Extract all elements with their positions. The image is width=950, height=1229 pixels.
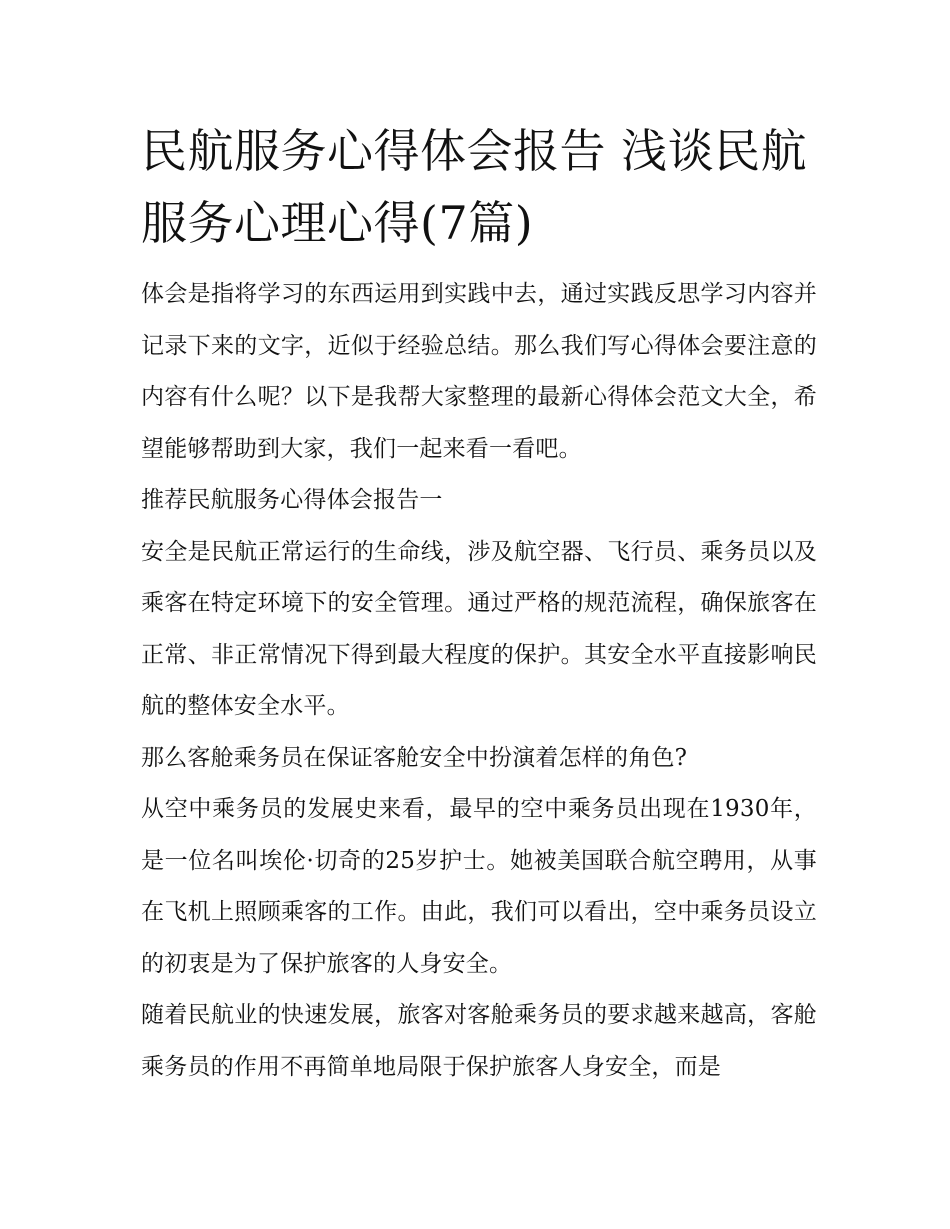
document-body	[141, 115, 817, 1093]
paragraph-safety: 安全是民航正常运行的生命线，涉及航空器、飞行员、乘务员以及乘客在特定环境下的安全管理。通过严格的规范流程，确保旅客在正常、非正常情况下得到最大程度的保护。其安全水平直接影响民航的整体安全水平。	[141, 538, 817, 719]
document-title: 民航服务心得体会报告 浅谈民航服务心理心得(7篇)	[141, 124, 808, 250]
paragraph-intro: 体会是指将学习的东西运用到实践中去，通过实践反思学习内容并记录下来的文字，近似于经验总结。那么我们写心得体会要注意的内容有什么呢？以下是我帮大家整理的最新心得体会范文大全，希望能够帮助到大家，我们一起来看一看吧。	[141, 281, 817, 462]
paragraph-history: 从空中乘务员的发展史来看，最早的空中乘务员出现在1930年，是一位名叫埃伦·切奇的25岁护士。她被美国联合航空聘用，从事在飞机上照顾乘客的工作。由此，我们可以看出，空中乘务员设立的初衷是为了保护旅客的人身安全。	[141, 796, 817, 977]
paragraph-development: 随着民航业的快速发展，旅客对客舱乘务员的要求越来越高，客舱乘务员的作用不再简单地局限于保护旅客人身安全，而是	[141, 1002, 817, 1080]
paragraph-question: 那么客舱乘务员在保证客舱安全中扮演着怎样的角色?	[141, 744, 688, 771]
section-heading: 推荐民航服务心得体会报告一	[141, 487, 443, 513]
